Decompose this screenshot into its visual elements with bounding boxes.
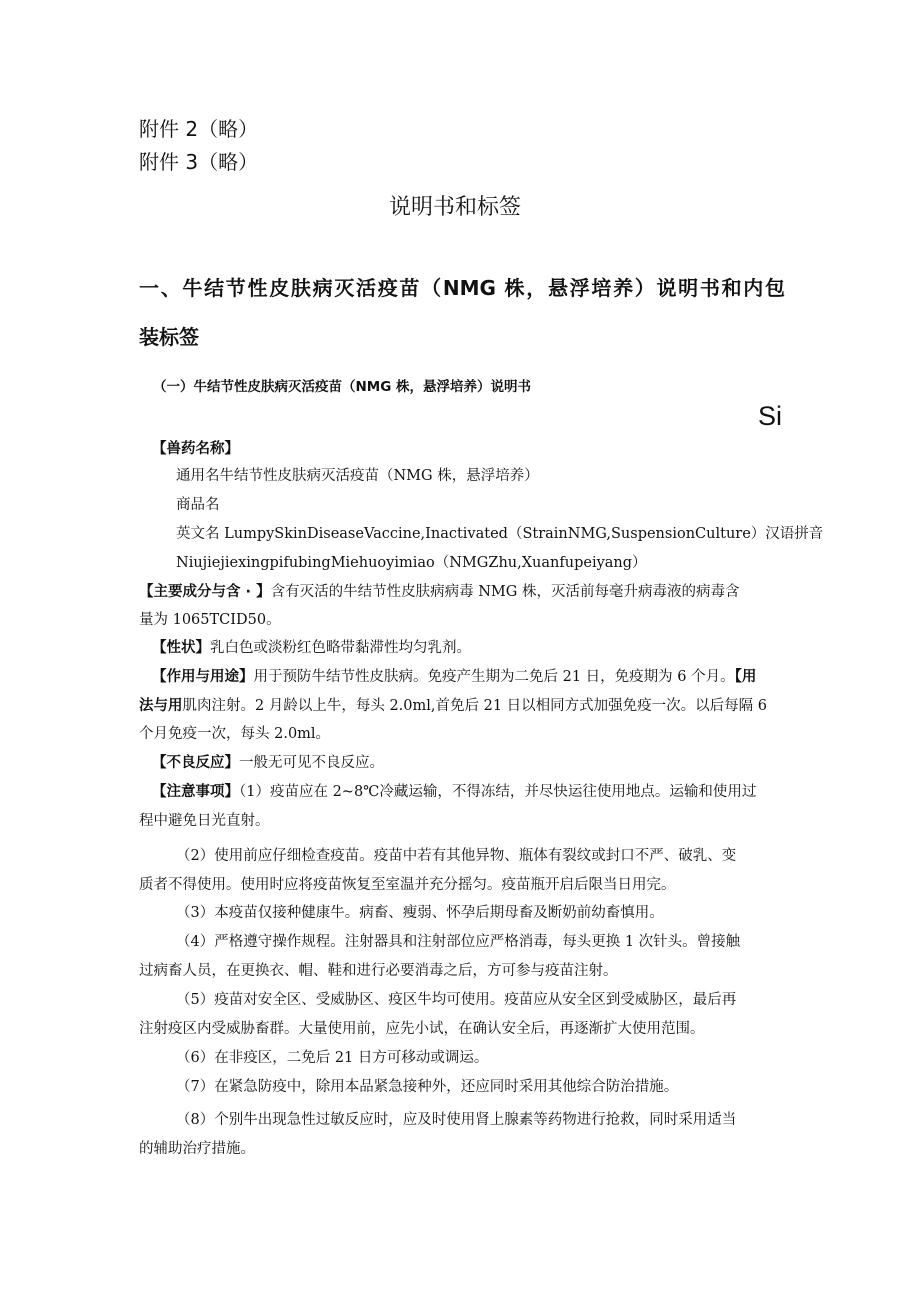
attachment-2: 附件 2（略）	[139, 117, 259, 141]
stray-text: Si	[758, 401, 783, 431]
precautions-line	[152, 783, 756, 801]
trade-name: 商品名	[176, 497, 220, 513]
section-heading-cont: 装标签	[139, 325, 199, 349]
dosage-text: 肌肉注射。2 月龄以上牛，每头 2.0ml,首免后 21 日以相同方式加强免疫一次。以后每隔 6	[182, 698, 767, 714]
adverse-label: 【不良反应】	[152, 755, 239, 771]
precaution-text: （5）疫苗对安全区、受威胁区、疫区牛均可使用。疫苗应从安全区到受威胁区，最后再	[176, 992, 737, 1008]
precaution-text: （2）使用前应仔细检查疫苗。疫苗中若有其他异物、瓶体有裂纹或封口不严、破乳、变	[176, 848, 737, 864]
composition-label: 【主要成分与含 · 】	[139, 584, 271, 600]
appearance-text: 乳白色或淡粉红色略带黏滞性均匀乳剂。	[210, 640, 471, 656]
precaution-text: （8）个别牛出现急性过敏反应时，应及时使用肾上腺素等药物进行抢救，同时采用适当	[176, 1112, 737, 1128]
precaution-text: 注射疫区内受威胁畜群。大量使用前，应先小试，在确认安全后，再逐渐扩大使用范围。	[139, 1021, 705, 1037]
composition-text: 含有灭活的牛结节性皮肤病病毒 NMG 株，灭活前每毫升病毒液的病毒含	[270, 584, 740, 600]
precaution-text: （7）在紧急防疫中，除用本品紧急接种外，还应同时采用其他综合防治措施。	[176, 1079, 679, 1095]
precaution-text: （4）严格遵守操作规程。注射器具和注射部位应严格消毒，每头更换 1 次针头。曾接触	[176, 934, 741, 950]
attachment-3: 附件 3（略）	[139, 150, 259, 174]
precaution-text: （1）疫苗应在 2~8℃冷藏运输，不得冻结，并尽快运往使用地点。运输和使用过	[239, 784, 757, 800]
section-heading: 一、牛结节性皮肤病灭活疫苗（NMG 株，悬浮培养）说明书和内包	[139, 276, 785, 300]
pinyin-name: NiujiejiexingpifubingMiehuoyimiao（NMGZhu,Xuanfupeiyang）	[176, 555, 647, 571]
composition-line	[139, 583, 785, 601]
precautions-label: 【注意事项】	[152, 784, 239, 800]
adverse-line	[152, 754, 384, 772]
usage-line	[152, 668, 756, 686]
usage-text: 用于预防牛结节性皮肤病。免疫产生期为二免后 21 日，免疫期为 6 个月。	[253, 669, 735, 685]
generic-name: 通用名牛结节性皮肤病灭活疫苗（NMG 株，悬浮培养）	[176, 468, 539, 484]
appearance-label: 【性状】	[152, 640, 210, 656]
precaution-text: 程中避免日光直射。	[139, 813, 270, 829]
english-name: 英文名 LumpySkinDiseaseVaccine,Inactivated（StrainNMG,SuspensionCulture）汉语拼音	[176, 526, 824, 542]
adverse-text: 一般无可见不良反应。	[239, 755, 384, 771]
dosage-label-start: 【用	[734, 669, 757, 685]
precaution-text: 过病畜人员，在更换衣、帽、鞋和进行必要消毒之后，方可参与疫苗注射。	[139, 963, 618, 979]
dosage-text-2: 个月免疫一次，每头 2.0ml。	[139, 726, 331, 742]
name-label: 【兽药名称】	[152, 441, 239, 457]
dosage-line	[139, 697, 767, 715]
appearance-line	[152, 639, 471, 657]
composition-text-2: 量为 1065TCID50。	[139, 612, 281, 628]
precaution-text: 的辅助治疗措施。	[139, 1141, 255, 1157]
precaution-text: （3）本疫苗仅接种健康牛。病畜、瘦弱、怀孕后期母畜及断奶前幼畜慎用。	[176, 905, 664, 921]
usage-label: 【作用与用途】	[152, 669, 254, 685]
subheading: （一）牛结节性皮肤病灭活疫苗（NMG 株，悬浮培养）说明书	[153, 379, 532, 395]
page-title: 说明书和标签	[389, 195, 522, 220]
precaution-text: （6）在非疫区，二免后 21 日方可移动或调运。	[176, 1050, 489, 1066]
precaution-text: 质者不得使用。使用时应将疫苗恢复至室温并充分摇匀。疫苗瓶开启后限当日用完。	[139, 877, 676, 893]
dosage-label-end: 法与用	[139, 698, 183, 714]
